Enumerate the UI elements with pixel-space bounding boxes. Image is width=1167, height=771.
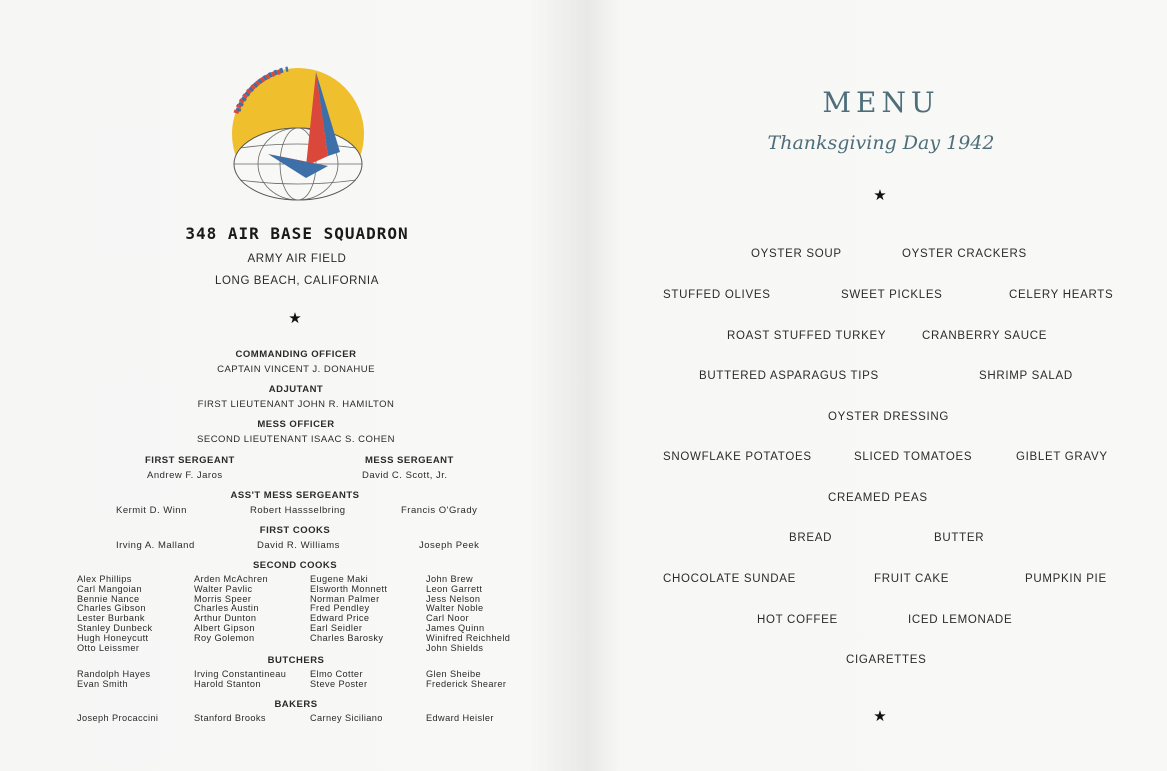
second-cook-name: Norman Palmer <box>310 593 380 604</box>
second-cook-name: Walter Pavlic <box>194 583 253 594</box>
squadron-emblem-icon <box>228 66 368 201</box>
menu-item: BUTTERED ASPARAGUS TIPS <box>699 370 879 382</box>
second-cook-name: Edward Price <box>310 613 370 624</box>
squadron-name: 348 AIR BASE SQUADRON <box>185 224 409 243</box>
adjutant-name: FIRST LIEUTENANT JOHN R. HAMILTON <box>197 399 395 410</box>
second-cook-name: James Quinn <box>426 623 485 633</box>
right-page <box>586 0 1167 771</box>
mess-sergeant-heading: MESS SERGEANT <box>365 455 454 466</box>
second-cook-name: Morris Speer <box>194 593 252 604</box>
second-cook-name: Roy Golemon <box>194 632 255 643</box>
second-cook-name: Albert Gipson <box>194 623 255 633</box>
second-cook-name: Arden McAchren <box>194 574 269 584</box>
menu-item: CHOCOLATE SUNDAE <box>663 573 797 585</box>
menu-item: SHRIMP SALAD <box>979 370 1073 382</box>
second-cook-name: Elsworth Monnett <box>310 583 388 594</box>
butcher-name: Frederick Shearer <box>426 678 507 689</box>
second-cook-name: Earl Seidler <box>310 623 363 633</box>
second-cook-name: Leon Garrett <box>426 583 483 594</box>
butcher-name: Irving Constantineau <box>194 669 287 679</box>
second-cook-name: John Brew <box>426 574 474 584</box>
second-cook-name: Alex Phillips <box>77 574 132 584</box>
second-cook-name: Stanley Dunbeck <box>77 623 153 633</box>
second-cook-name: Bennie Nance <box>77 593 140 604</box>
star-icon: ★ <box>873 187 887 204</box>
menu-item: FRUIT CAKE <box>874 573 950 585</box>
first-cook: David R. Williams <box>257 540 340 551</box>
menu-item: BUTTER <box>934 532 985 544</box>
menu-item: HOT COFFEE <box>757 614 838 626</box>
butcher-name: Evan Smith <box>77 678 128 689</box>
baker-name: Edward Heisler <box>426 713 494 723</box>
menu-item: SWEET PICKLES <box>841 289 943 301</box>
second-cook-name: Winifred Reichheld <box>426 632 511 643</box>
menu-item: CRANBERRY SAUCE <box>922 330 1048 342</box>
menu-title: MENU <box>822 86 940 119</box>
second-cook-name: Jess Nelson <box>426 593 481 604</box>
menu-item: STUFFED OLIVES <box>663 289 771 301</box>
adjutant-heading: ADJUTANT <box>268 384 324 395</box>
menu-item: OYSTER CRACKERS <box>902 248 1027 260</box>
second-cooks-heading: SECOND COOKS <box>252 560 338 571</box>
second-cook-name: John Shields <box>426 642 484 653</box>
second-cook-name: Charles Austin <box>194 603 259 614</box>
second-cook-name: Lester Burbank <box>77 613 145 624</box>
star-icon: ★ <box>873 708 887 725</box>
mess-officer-heading: MESS OFFICER <box>257 419 335 430</box>
menu-item: CIGARETTES <box>846 654 927 666</box>
location: LONG BEACH, CALIFORNIA <box>214 275 380 287</box>
second-cook-name: Arthur Dunton <box>194 613 257 624</box>
butcher-name: Glen Sheibe <box>426 669 481 679</box>
field-name: ARMY AIR FIELD <box>247 253 347 265</box>
second-cook-name: Carl Noor <box>426 613 469 624</box>
first-cook: Joseph Peek <box>419 540 480 551</box>
menu-item: CELERY HEARTS <box>1009 289 1114 301</box>
first-cooks-heading: FIRST COOKS <box>259 525 331 536</box>
second-cook-name: Fred Pendley <box>310 603 370 614</box>
asst-mess-sergeant: Francis O'Grady <box>401 505 478 516</box>
first-cook: Irving A. Malland <box>116 540 195 551</box>
menu-item: OYSTER DRESSING <box>828 411 950 423</box>
commanding-officer-name: CAPTAIN VINCENT J. DONAHUE <box>217 364 375 375</box>
bakers-heading: BAKERS <box>274 699 318 710</box>
butchers-heading: BUTCHERS <box>267 655 325 666</box>
first-sergeant-name: Andrew F. Jaros <box>147 470 223 481</box>
butcher-name: Randolph Hayes <box>77 669 151 679</box>
second-cook-name: Charles Gibson <box>77 603 146 614</box>
menu-item: ICED LEMONADE <box>908 614 1013 626</box>
baker-name: Carney Siciliano <box>310 713 383 723</box>
second-cook-name: Walter Noble <box>426 603 484 614</box>
mess-sergeant-name: David C. Scott, Jr. <box>362 470 448 481</box>
menu-item: ROAST STUFFED TURKEY <box>727 330 887 342</box>
menu-item: GIBLET GRAVY <box>1016 451 1108 463</box>
mess-officer-name: SECOND LIEUTENANT ISAAC S. COHEN <box>197 434 395 445</box>
commanding-officer-heading: COMMANDING OFFICER <box>235 349 357 360</box>
menu-item: SNOWFLAKE POTATOES <box>663 451 812 463</box>
first-sergeant-heading: FIRST SERGEANT <box>145 455 235 466</box>
menu-item: PUMPKIN PIE <box>1025 573 1107 585</box>
menu-item: SLICED TOMATOES <box>854 451 973 463</box>
baker-name: Joseph Procaccini <box>77 713 159 723</box>
baker-name: Stanford Brooks <box>194 713 266 723</box>
menu-item: CREAMED PEAS <box>828 492 928 504</box>
asst-mess-sergeants-heading: ASS'T MESS SERGEANTS <box>230 490 360 501</box>
menu-subtitle: Thanksgiving Day 1942 <box>767 132 995 154</box>
asst-mess-sergeant: Robert Hassselbring <box>250 505 346 516</box>
butcher-name: Elmo Cotter <box>310 669 363 679</box>
butcher-name: Steve Poster <box>310 678 368 689</box>
second-cook-name: Carl Mangoian <box>77 583 142 594</box>
star-icon: ★ <box>288 310 302 327</box>
butcher-name: Harold Stanton <box>194 678 261 689</box>
second-cook-name: Eugene Maki <box>310 574 369 584</box>
second-cook-name: Charles Barosky <box>310 632 384 643</box>
menu-item: BREAD <box>789 532 833 544</box>
asst-mess-sergeant: Kermit D. Winn <box>116 505 187 516</box>
menu-item: OYSTER SOUP <box>751 248 842 260</box>
second-cook-name: Hugh Honeycutt <box>77 632 149 643</box>
second-cook-name: Otto Leissmer <box>77 642 140 653</box>
